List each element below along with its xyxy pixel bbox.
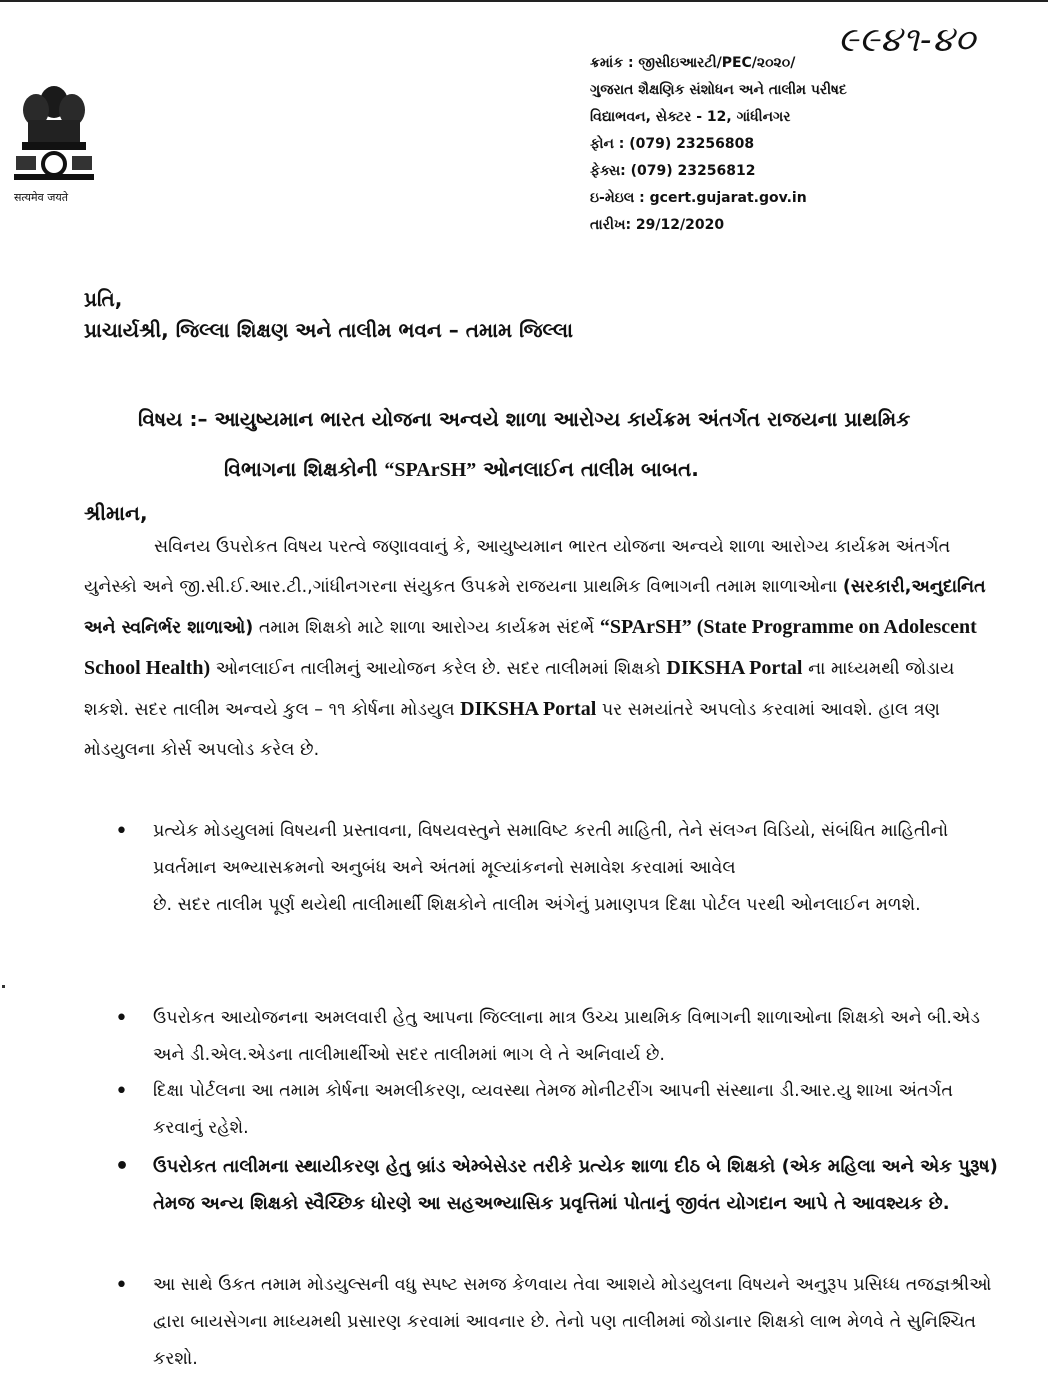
bullet-text: દિક્ષા પોર્ટલના આ તમામ કોર્ષના અમલીકરણ, વ્યવસ્થા તેમજ મોનીટરીંગ આપની સંસ્થાના ડી.આર.યુ શાખા અંતર્ગત કરવાનું રહેશે.	[153, 1081, 953, 1138]
bullet-text-continued: છે. સદર તાલીમ પૂર્ણ થયેથી તાલીમાર્થી શિક્ષકોને તાલીમ અંગેનું પ્રમાણપત્ર દિક્ષા પોર્ટલ પરથી ઓનલાઈન મળશે.	[153, 895, 921, 915]
body-paragraph	[84, 527, 1004, 770]
bullet-item	[115, 1267, 1005, 1378]
subject-sparsh: “SPArSH”	[384, 459, 477, 481]
org-name: ગુજરાત શૈક્ષણિક સંશોધન અને તાલીમ પરીષદ	[590, 82, 847, 98]
bullet-item	[115, 1073, 1005, 1147]
ref-number: ક્રમાંક : જીસીઇઆરટી/PEC/૨૦૨૦/	[590, 55, 796, 71]
body-bold-diksha-2: DIKSHA Portal	[460, 698, 597, 720]
bullet-text: પ્રત્યેક મોડયુલમાં વિષયની પ્રસ્તાવના, વિષયવસ્તુને સમાવિષ્ટ કરતી માહિતી, તેને સંલગ્ન વિડિયો, સંબંધિત માહિતીનો પ્રવર્તમાન અભ્યાસક્રમનો અનુબંધ અને અંતમાં મૂલ્યાંકનનો સમાવેશ કરવામાં આવેલ	[153, 821, 949, 878]
letter-header	[590, 50, 847, 239]
subject-text-end: ઓનલાઈન તાલીમ બાબત.	[476, 457, 699, 481]
body-text-2: તમામ શિક્ષકો માટે શાળા આરોગ્ય કાર્યક્રમ સંદર્ભે	[253, 618, 600, 638]
body-text-1: સવિનય ઉપરોકત વિષય પરત્વે જણાવવાનું કે, આયુષ્યમાન ભારત યોજના અન્વયે શાળા આરોગ્ય કાર્યક્રમ અંતર્ગત યુનેસ્કો અને જી.સી.ઈ.આર.ટી.,ગાંધીનગરના સંયુકત ઉપક્રમે રાજયના પ્રાથમિક વિભાગની તમામ શાળાઓના	[84, 537, 951, 597]
handwritten-number: ૯૯૪૧-૪૦	[838, 20, 977, 60]
body-bold-sparsh: “SPArSH” (State Programme on Adolescent School Health)	[84, 616, 977, 679]
bullet-text: ઉપરોકત આયોજનના અમલવારી હેતુ આપના જિલ્લાના માત્ર ઉચ્ચ પ્રાથમિક વિભાગની શાળાઓના શિક્ષકો અને બી.એડ અને ડી.એલ.એડના તાલીમાર્થીઓ સદર તાલીમમાં ભાગ લે તે અનિવાર્ય છે.	[153, 1008, 980, 1065]
email: ઇ-મેઇલ : gcert.gujarat.gov.in	[590, 190, 807, 206]
recipient-name: પ્રાચાર્યશ્રી, જિલ્લા શિક્ષણ અને તાલીમ ભવન – તમામ જિલ્લા	[84, 318, 573, 342]
recipient-block	[84, 284, 573, 346]
body-text-5: પર સમયાંતરે અપલોડ કરવામાં આવશે. હાલ ત્રણ મોડયુલના કોર્સ અપલોડ કરેલ છે.	[84, 700, 940, 760]
bullet-item	[115, 1000, 1005, 1074]
top-border-line	[0, 0, 1048, 2]
subject-block	[138, 394, 998, 495]
bullet-text: ઉપરોકત તાલીમના સ્થાયીકરણ હેતુ બ્રાંડ એમ્બેસેડર તરીકે પ્રત્યેક શાળા દીઠ બે શિક્ષકો (એક મહિલા અને એક પુરૂષ) તેમજ અન્ય શિક્ષકો સ્વૈચ્છિક ધોરણે આ સહઅભ્યાસિક પ્રવૃત્તિમાં પોતાનું જીવંત યોગદાન આપે તે આવશ્યક છે.	[153, 1156, 998, 1214]
subject-text: વિભાગના શિક્ષકોની	[224, 457, 385, 481]
subject-line-2	[138, 444, 998, 495]
bullet-dot: •	[115, 1079, 128, 1104]
subject-line-1: વિષય :– આયુષ્યમાન ભારત યોજના અન્વયે શાળા આરોગ્ય કાર્યક્રમ અંતર્ગત રાજયના પ્રાથમિક	[138, 407, 911, 431]
bullet-item	[115, 1148, 1005, 1222]
body-bold-diksha-1: DIKSHA Portal	[666, 657, 803, 679]
body-text-4: ના માધ્યમથી જોડાય શકશે. સદર તાલીમ અન્વયે કુલ – ૧૧ કોર્ષના મોડયુલ	[84, 659, 955, 720]
emblem-motto: सत्यमेव जयते	[14, 191, 69, 204]
bullet-item	[115, 813, 1005, 924]
salutation: શ્રીમાન,	[84, 501, 148, 525]
bullet-dot: •	[115, 1006, 128, 1031]
bullet-dot: •	[115, 819, 128, 844]
body-bold-schools: (સરકારી,અનુદાનિત અને સ્વનિર્ભર શાળાઓ)	[84, 577, 986, 638]
bullet-text: આ સાથે ઉકત તમામ મોડયુલ્સની વધુ સ્પષ્ટ સમજ કેળવાય તેવા આશયે મોડયુલના વિષયને અનુરૂપ પ્રસિધ્ધ તજજ્ઞશ્રીઓ દ્વારા બાયસેગના માધ્યમથી પ્રસારણ કરવામાં આવનાર છે. તેનો પણ તાલીમમાં જોડાનાર શિક્ષકો લાભ મેળવે તે સુનિશ્ચિત કરશો.	[153, 1275, 992, 1369]
phone: ફોન : (079) 23256808	[590, 136, 755, 152]
bullet-dot: •	[115, 1154, 130, 1179]
recipient-prefix: પ્રતિ,	[84, 287, 123, 311]
org-address: વિદ્યાભવન, સેક્ટર - 12, ગાંધીનગર	[590, 109, 791, 125]
margin-speck	[2, 985, 5, 988]
bullet-dot: •	[115, 1273, 128, 1298]
date: તારીખ: 29/12/2020	[590, 217, 725, 233]
fax: ફેક્સ: (079) 23256812	[590, 163, 756, 179]
body-text-3: ઓનલાઈન તાલીમનું આયોજન કરેલ છે. સદર તાલીમમાં શિક્ષકો	[210, 659, 667, 679]
